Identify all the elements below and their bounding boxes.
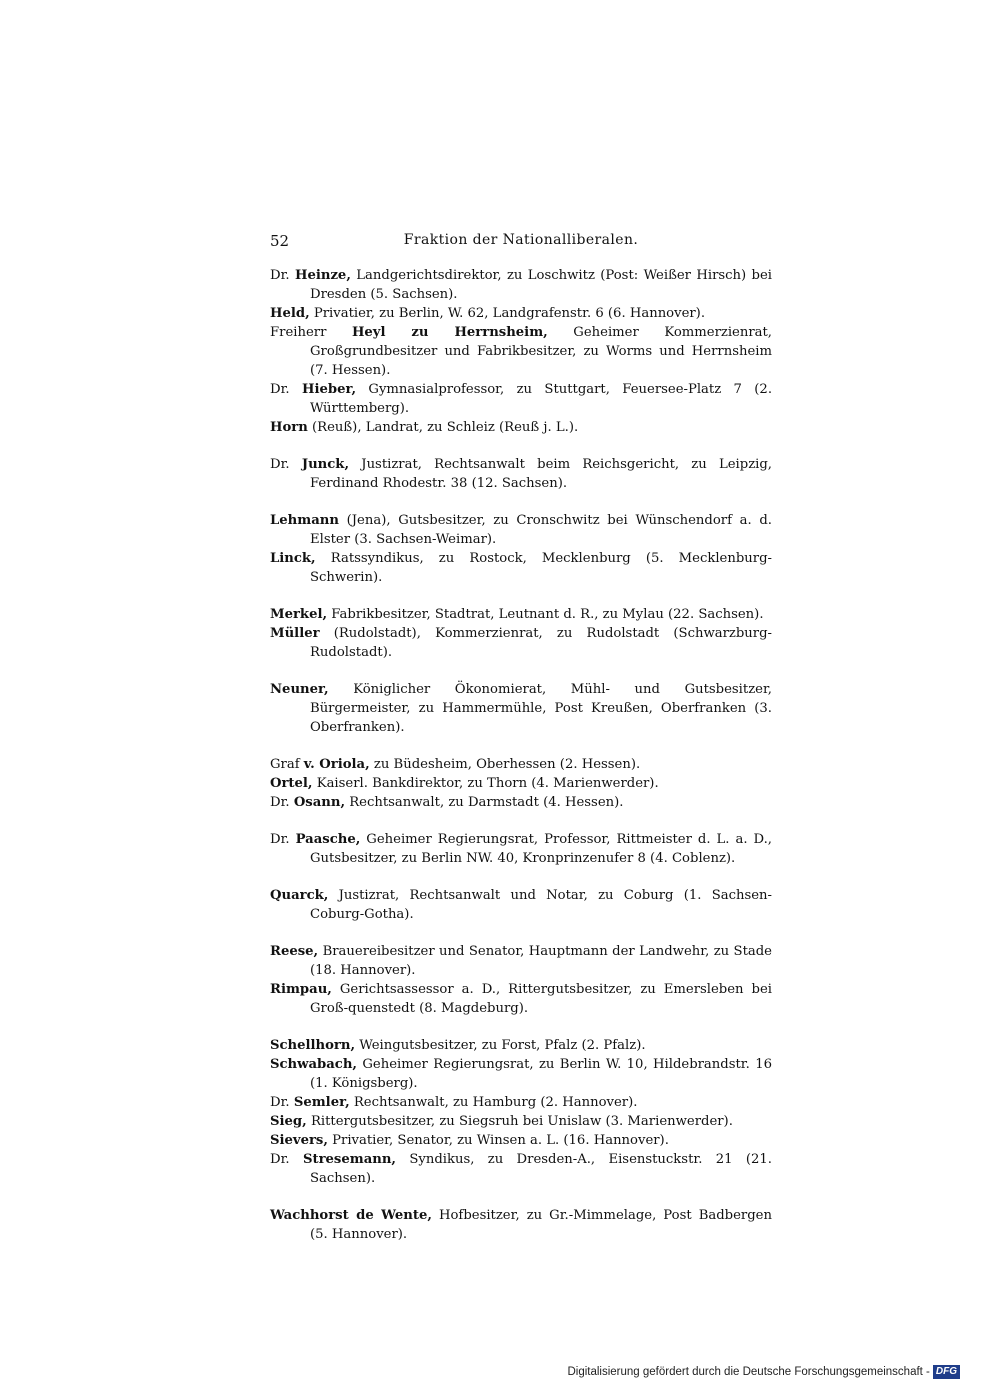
page-header	[270, 232, 772, 252]
entry-name: Neuner,	[270, 682, 329, 697]
dfg-logo-icon: DFG	[933, 1365, 960, 1379]
member-entry	[270, 455, 772, 493]
entry-prefix: Dr.	[270, 1152, 303, 1167]
entry-name: Quarck,	[270, 888, 329, 903]
entry-name: Ortel,	[270, 776, 313, 791]
entry-details: Syndikus, zu Dresden-A., Eisenstuckstr. 21 (21. Sachsen).	[310, 1152, 772, 1186]
entry-details: Geheimer Regierungsrat, zu Berlin W. 10, Hildebrandstr. 16 (1. Königsberg).	[310, 1057, 772, 1091]
entry-name: Linck,	[270, 551, 316, 566]
member-entry	[270, 755, 772, 774]
member-entry	[270, 323, 772, 380]
entry-details: Hofbesitzer, zu Gr.-Mimmelage, Post Badbergen (5. Hannover).	[310, 1208, 772, 1242]
entry-name: Semler,	[293, 1095, 350, 1110]
entry-name: Junck,	[301, 457, 350, 472]
member-entry	[270, 886, 772, 924]
entry-name: Wachhorst de Wente,	[270, 1208, 432, 1223]
entry-name: Schwabach,	[270, 1057, 358, 1072]
entry-prefix: Dr.	[270, 832, 296, 847]
member-entry	[270, 418, 772, 437]
entry-name: Held,	[270, 306, 310, 321]
entry-name: Schellhorn,	[270, 1038, 356, 1053]
member-entry	[270, 1055, 772, 1093]
member-entry	[270, 1131, 772, 1150]
entry-details: Justizrat, Rechtsanwalt und Notar, zu Coburg (1. Sachsen-Coburg-Gotha).	[310, 888, 772, 922]
entry-details: Privatier, zu Berlin, W. 62, Landgrafenstr. 6 (6. Hannover).	[309, 306, 706, 321]
entry-details: Ratssyndikus, zu Rostock, Mecklenburg (5. Mecklenburg-Schwerin).	[310, 551, 772, 585]
entry-details: Geheimer Regierungsrat, Professor, Rittmeister d. L. a. D., Gutsbesitzer, zu Berlin NW. 40, Kronprinzenufer 8 (4. Coblenz).	[310, 832, 772, 866]
member-entry	[270, 511, 772, 549]
entry-name: v. Oriola,	[303, 757, 370, 772]
entry-details: Kaiserl. Bankdirektor, zu Thorn (4. Marienwerder).	[312, 776, 659, 791]
entry-details: Rittergutsbesitzer, zu Siegsruh bei Unislaw (3. Marienwerder).	[306, 1114, 733, 1129]
entry-details: Gerichtsassessor a. D., Rittergutsbesitzer, zu Emersleben bei Groß-quenstedt (8. Magdeburg).	[310, 982, 772, 1016]
entry-details: Landgerichtsdirektor, zu Loschwitz (Post: Weißer Hirsch) bei Dresden (5. Sachsen).	[310, 268, 773, 302]
member-entry	[270, 1036, 772, 1055]
entry-details: Königlicher Ökonomierat, Mühl- und Gutsbesitzer, Bürgermeister, zu Hammermühle, Post Kreußen, Oberfranken (3. Oberfranken).	[310, 682, 772, 735]
member-entry	[270, 680, 772, 737]
entry-name: Heinze,	[295, 268, 351, 283]
member-entry	[270, 793, 772, 812]
member-entry	[270, 980, 772, 1018]
digitization-footer	[567, 1365, 960, 1379]
entry-details: (Rudolstadt), Kommerzienrat, zu Rudolstadt (Schwarzburg-Rudolstadt).	[310, 626, 772, 660]
member-entry	[270, 1150, 772, 1188]
entry-name: Horn	[270, 420, 308, 435]
page-number: 52	[270, 232, 290, 250]
entry-details: Rechtsanwalt, zu Hamburg (2. Hannover).	[349, 1095, 638, 1110]
entry-details: Rechtsanwalt, zu Darmstadt (4. Hessen).	[345, 795, 624, 810]
member-entry	[270, 830, 772, 868]
entry-name: Heyl zu Herrnsheim,	[351, 325, 548, 340]
entry-prefix: Dr.	[270, 268, 295, 283]
member-entry	[270, 266, 772, 304]
entry-name: Sieg,	[270, 1114, 307, 1129]
entry-details: (Reuß), Landrat, zu Schleiz (Reuß j. L.).	[307, 420, 579, 435]
entry-name: Rimpau,	[270, 982, 332, 997]
member-entry	[270, 605, 772, 624]
entry-details: (Jena), Gutsbesitzer, zu Cronschwitz bei Wünschendorf a. d. Elster (3. Sachsen-Weimar).	[310, 513, 772, 547]
entry-details: Weingutsbesitzer, zu Forst, Pfalz (2. Pfalz).	[355, 1038, 646, 1053]
entry-details: Privatier, Senator, zu Winsen a. L. (16. Hannover).	[327, 1133, 669, 1148]
entry-details: zu Büdesheim, Oberhessen (2. Hessen).	[369, 757, 641, 772]
member-entry	[270, 1093, 772, 1112]
entry-name: Sievers,	[270, 1133, 328, 1148]
entry-name: Merkel,	[270, 607, 328, 622]
entry-details: Fabrikbesitzer, Stadtrat, Leutnant d. R., zu Mylau (22. Sachsen).	[327, 607, 764, 622]
entry-details: Justizrat, Rechtsanwalt beim Reichsgericht, zu Leipzig, Ferdinand Rhodestr. 38 (12. Sachsen).	[310, 457, 772, 491]
member-entry	[270, 380, 772, 418]
entry-prefix: Dr.	[270, 1095, 294, 1110]
entry-prefix: Freiherr	[270, 325, 352, 340]
entry-name: Hieber,	[302, 382, 357, 397]
entry-prefix: Dr.	[270, 382, 302, 397]
member-entry	[270, 549, 772, 587]
entry-prefix: Dr.	[270, 795, 294, 810]
member-entry	[270, 1206, 772, 1244]
footer-text: Digitalisierung gefördert durch die Deutsche Forschungsgemeinschaft -	[567, 1366, 930, 1378]
entry-name: Paasche,	[295, 832, 361, 847]
entry-name: Lehmann	[270, 513, 339, 528]
member-entry	[270, 774, 772, 793]
member-entry	[270, 304, 772, 323]
entry-prefix: Graf	[270, 757, 304, 772]
entry-prefix: Dr.	[270, 457, 302, 472]
member-entry	[270, 942, 772, 980]
running-title: Fraktion der Nationalliberalen.	[403, 232, 639, 248]
member-list	[270, 266, 772, 1244]
member-entry	[270, 1112, 772, 1131]
entry-details: Geheimer Kommerzienrat, Großgrundbesitzer und Fabrikbesitzer, zu Worms und Herrnsheim (7. Hessen).	[310, 325, 773, 378]
entry-name: Stresemann,	[302, 1152, 397, 1167]
entry-name: Reese,	[270, 944, 319, 959]
entry-details: Gymnasialprofessor, zu Stuttgart, Feuersee-Platz 7 (2. Württemberg).	[310, 382, 773, 416]
member-entry	[270, 624, 772, 662]
entry-name: Osann,	[293, 795, 346, 810]
entry-name: Müller	[270, 626, 320, 641]
entry-details: Brauereibesitzer und Senator, Hauptmann der Landwehr, zu Stade (18. Hannover).	[310, 944, 772, 978]
